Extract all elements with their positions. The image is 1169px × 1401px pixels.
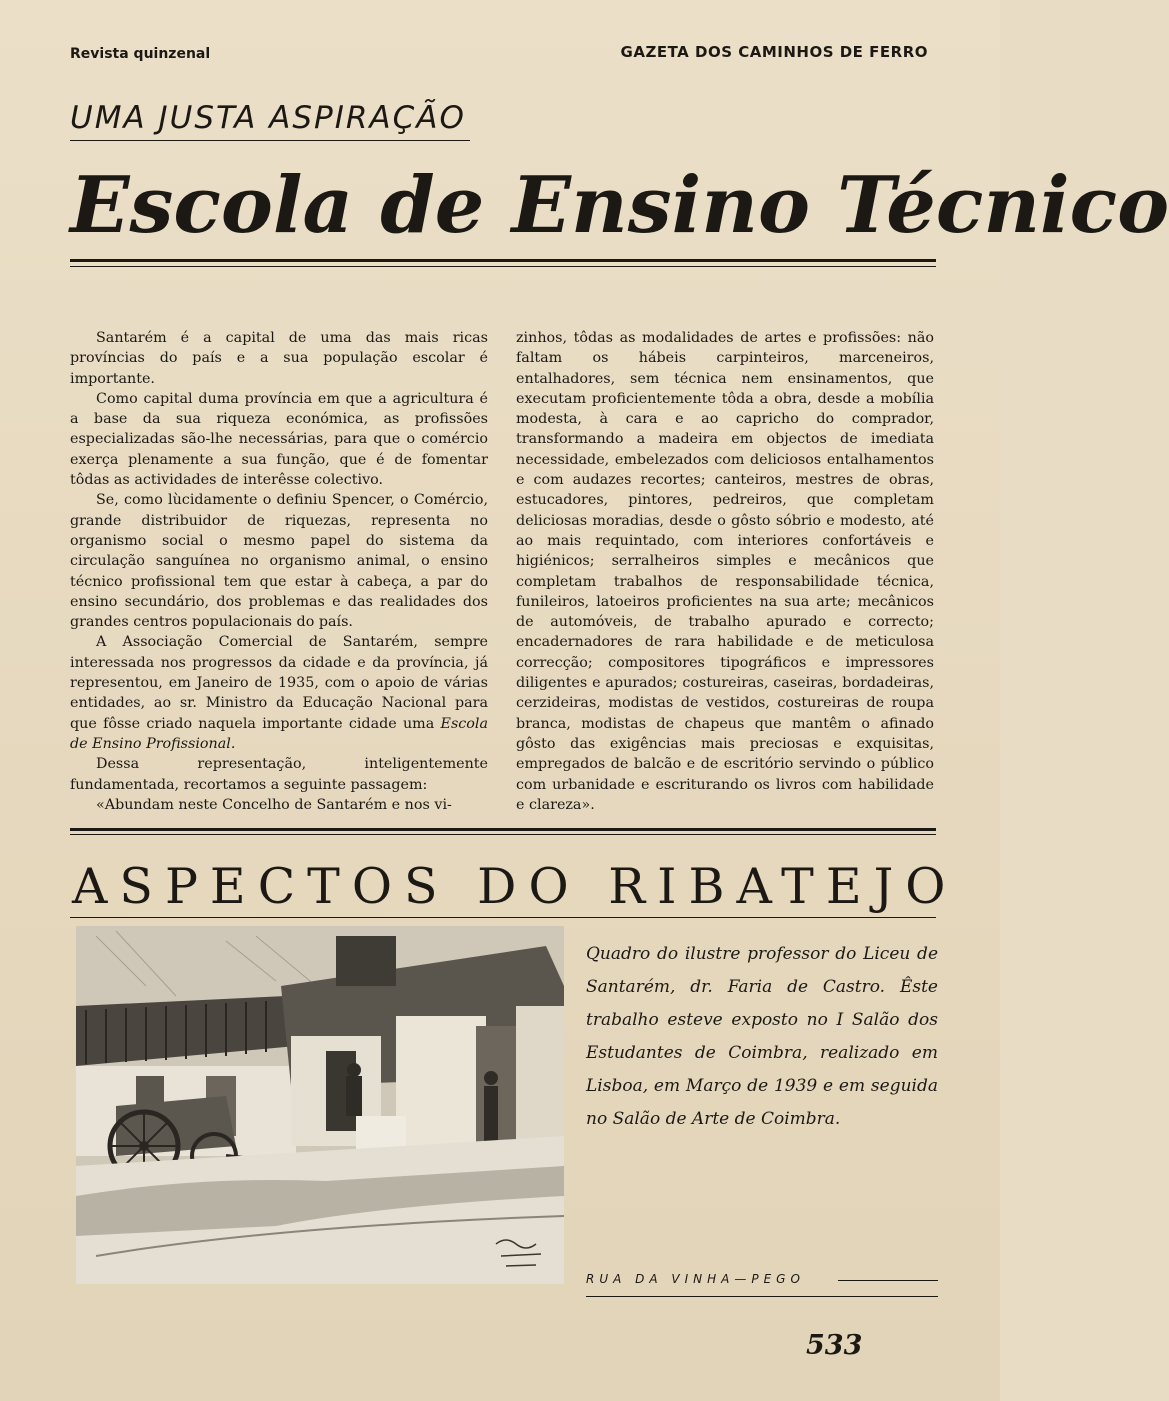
title-rule-thick — [70, 259, 936, 262]
article-column-right — [516, 328, 934, 815]
school-name: Escola de Ensino Profissional. — [70, 715, 488, 752]
publication-frequency: Revista quinzenal — [70, 46, 211, 62]
painting-sketch — [76, 926, 564, 1284]
paragraph: Como capital duma província em que a agricultura é a base da sua riqueza económica, as profissões especializadas são-lhe necessárias, para que o comércio exerça plenamente a sua função, que é de fomentar tôdas as actividades de interêsse colectivo. — [70, 390, 488, 489]
section-title: ASPECTOS DO RIBATEJO — [72, 858, 958, 915]
painting-caption: Quadro do ilustre professor do Liceu de Santarém, dr. Faria de Castro. Êste trabalho esteve exposto no I Salão dos Estudantes de Coimbra, realizado em Lisboa, em Março de 1939 e em seguida no Salão de Arte de Coimbra. — [586, 944, 938, 1129]
article-kicker: UMA JUSTA ASPIRAÇÃO — [70, 98, 470, 141]
plate-label: RUA DA VINHA—PEGO — [586, 1272, 805, 1286]
paragraph: Dessa representação, inteligentemente fundamentada, recortamos a seguinte passagem: — [70, 756, 488, 793]
paragraph-text: A Associação Comercial de Santarém, sempre interessada nos progressos da cidade e da província, já representou, em Janeiro de 1935, com o apoio de várias entidades, ao sr. Ministro da Educação Nacional para que fôsse criado naquela importante cidade uma — [70, 634, 488, 732]
paragraph — [70, 632, 488, 754]
paragraph: Santarém é a capital de uma das mais ricas províncias do país e a sua população escolar é importante. — [70, 330, 488, 387]
painting-illustration — [76, 926, 564, 1284]
article-title: Escola de Ensino Técnico — [70, 160, 1169, 251]
section-rule-thin — [70, 834, 936, 835]
plate-label-line — [838, 1280, 938, 1281]
quote-start: «Abundam neste Concelho de Santarém e nos vi- — [96, 796, 452, 813]
title-rule-thin — [70, 266, 936, 267]
article-column-left — [70, 328, 488, 815]
paragraph: Se, como lùcidamente o definiu Spencer, o Comércio, grande distribuidor de riquezas, representa no organismo social o mesmo papel do sistema da circulação sanguínea no organismo animal, o ensino técnico profissional tem que estar à cabeça, a par do ensino secundário, dos problemas e das realidades dos grandes centros populacionais do país. — [70, 492, 488, 631]
publication-name: GAZETA DOS CAMINHOS DE FERRO — [620, 43, 928, 61]
section-rule-thick — [70, 828, 936, 831]
quote-continuation: zinhos, tôdas as modalidades de artes e profissões: não faltam os hábeis carpinteiros, marceneiros, entalhadores, sem técnica nem ensinamentos, que executam proficientemente tôda a obra, desde a mobília modesta, à cara e ao capricho do comprador, transformando a madeira em objectos de imediata necessidade, embelezados com deliciosos entalhamentos e com audazes recortes; canteiros, mestres de obras, estucadores, pintores, pedreiros, que completam deliciosas moradias, desde o gôsto sóbrio e modesto, até ao mais requintado, com interiores confortáveis e higiénicos; serralheiros simples e mecânicos que completam trabalhos de responsabilidade técnica, funileiros, latoeiros proficientes na sua arte; mecânicos de automóveis, de trabalho apurado e correcto; encadernadores de rara habilidade e de meticulosa correcção; compositores tipográficos e impressores diligentes e apurados; costureiras, caseiras, bordadeiras, cerzideiras, modistas de vestidos, costureiras de roupa branca, modistas de chapeus que mantêm o afinado gôsto das exigências mais preciosas e exquisitas, empregados de balcão e de escritório servindo o público com urbanidade e escriturando os livros com habilidade e clareza». — [516, 330, 934, 813]
caption-bottom-rule — [586, 1296, 938, 1297]
section-title-rule — [70, 917, 936, 918]
page-number: 533 — [806, 1330, 863, 1361]
